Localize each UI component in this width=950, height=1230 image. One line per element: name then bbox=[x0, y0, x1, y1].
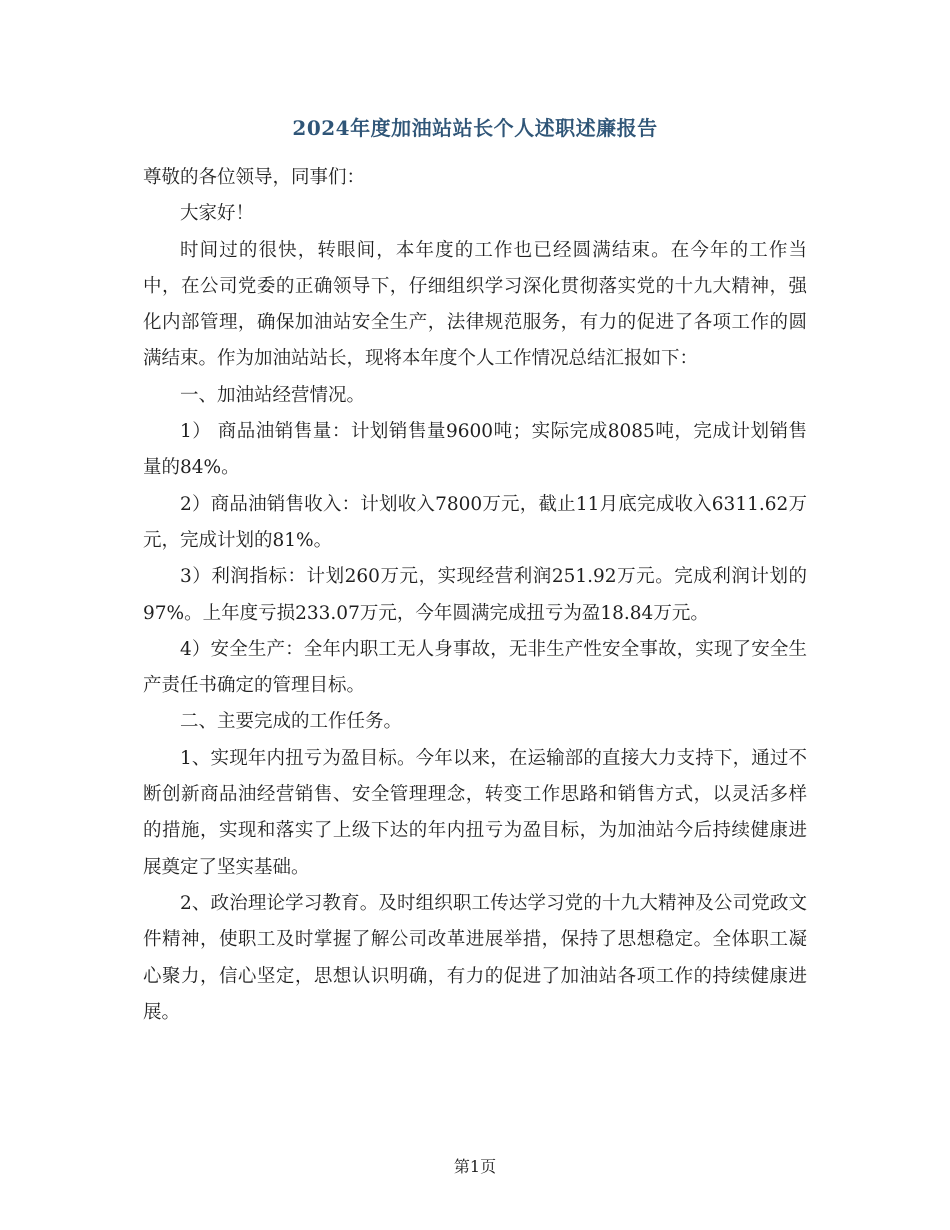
item-sales-volume: 1） 商品油销售量：计划销售量9600吨；实际完成8085吨，完成计划销售量的84%。 bbox=[143, 421, 807, 479]
item-profit: 3）利润指标：计划260万元，实现经营利润251.92万元。完成利润计划的97%。上年度亏损233.07万元，今年圆满完成扭亏为盈18.84万元。 bbox=[143, 566, 807, 624]
item-safety: 4）安全生产：全年内职工无人身事故，无非生产性安全事故，实现了安全生产责任书确定的管理目标。 bbox=[143, 638, 807, 697]
item-sales-revenue: 2）商品油销售收入：计划收入7800万元，截止11月底完成收入6311.62万元，完成计划的81%。 bbox=[143, 493, 807, 551]
section-heading-operations: 一、加油站经营情况。 bbox=[180, 384, 366, 406]
greeting: 大家好！ bbox=[180, 203, 255, 225]
document-title: 2024年度加油站站长个人述职述廉报告 bbox=[292, 116, 658, 140]
section-heading-tasks: 二、主要完成的工作任务。 bbox=[180, 711, 403, 733]
task-turnaround: 1、实现年内扭亏为盈目标。今年以来，在运输部的直接大力支持下，通过不断创新商品油经营销售、安全管理理念，转变工作思路和销售方式，以灵活多样的措施，实现和落实了上级下达的年内扭亏为盈目标，为加油站今后持续健康进展奠定了坚实基础。 bbox=[143, 747, 807, 878]
document-body bbox=[143, 160, 807, 1031]
task-political-study: 2、政治理论学习教育。及时组织职工传达学习党的十九大精神及公司党政文件精神，使职工及时掌握了解公司改革进展举措，保持了思想稳定。全体职工凝心聚力，信心坚定，思想认识明确，有力的促进了加油站各项工作的持续健康进展。 bbox=[143, 892, 807, 1023]
page-number: 第1页 bbox=[453, 1157, 497, 1176]
salutation: 尊敬的各位领导，同事们： bbox=[143, 167, 366, 188]
intro-paragraph: 时间过的很快，转眼间，本年度的工作也已经圆满结束。在今年的工作当中，在公司党委的正确领导下，仔细组织学习深化贯彻落实党的十九大精神，强化内部管理，确保加油站安全生产，法律规范服务，有力的促进了各项工作的圆满结束。作为加油站站长，现将本年度个人工作情况总结汇报如下： bbox=[143, 239, 807, 370]
